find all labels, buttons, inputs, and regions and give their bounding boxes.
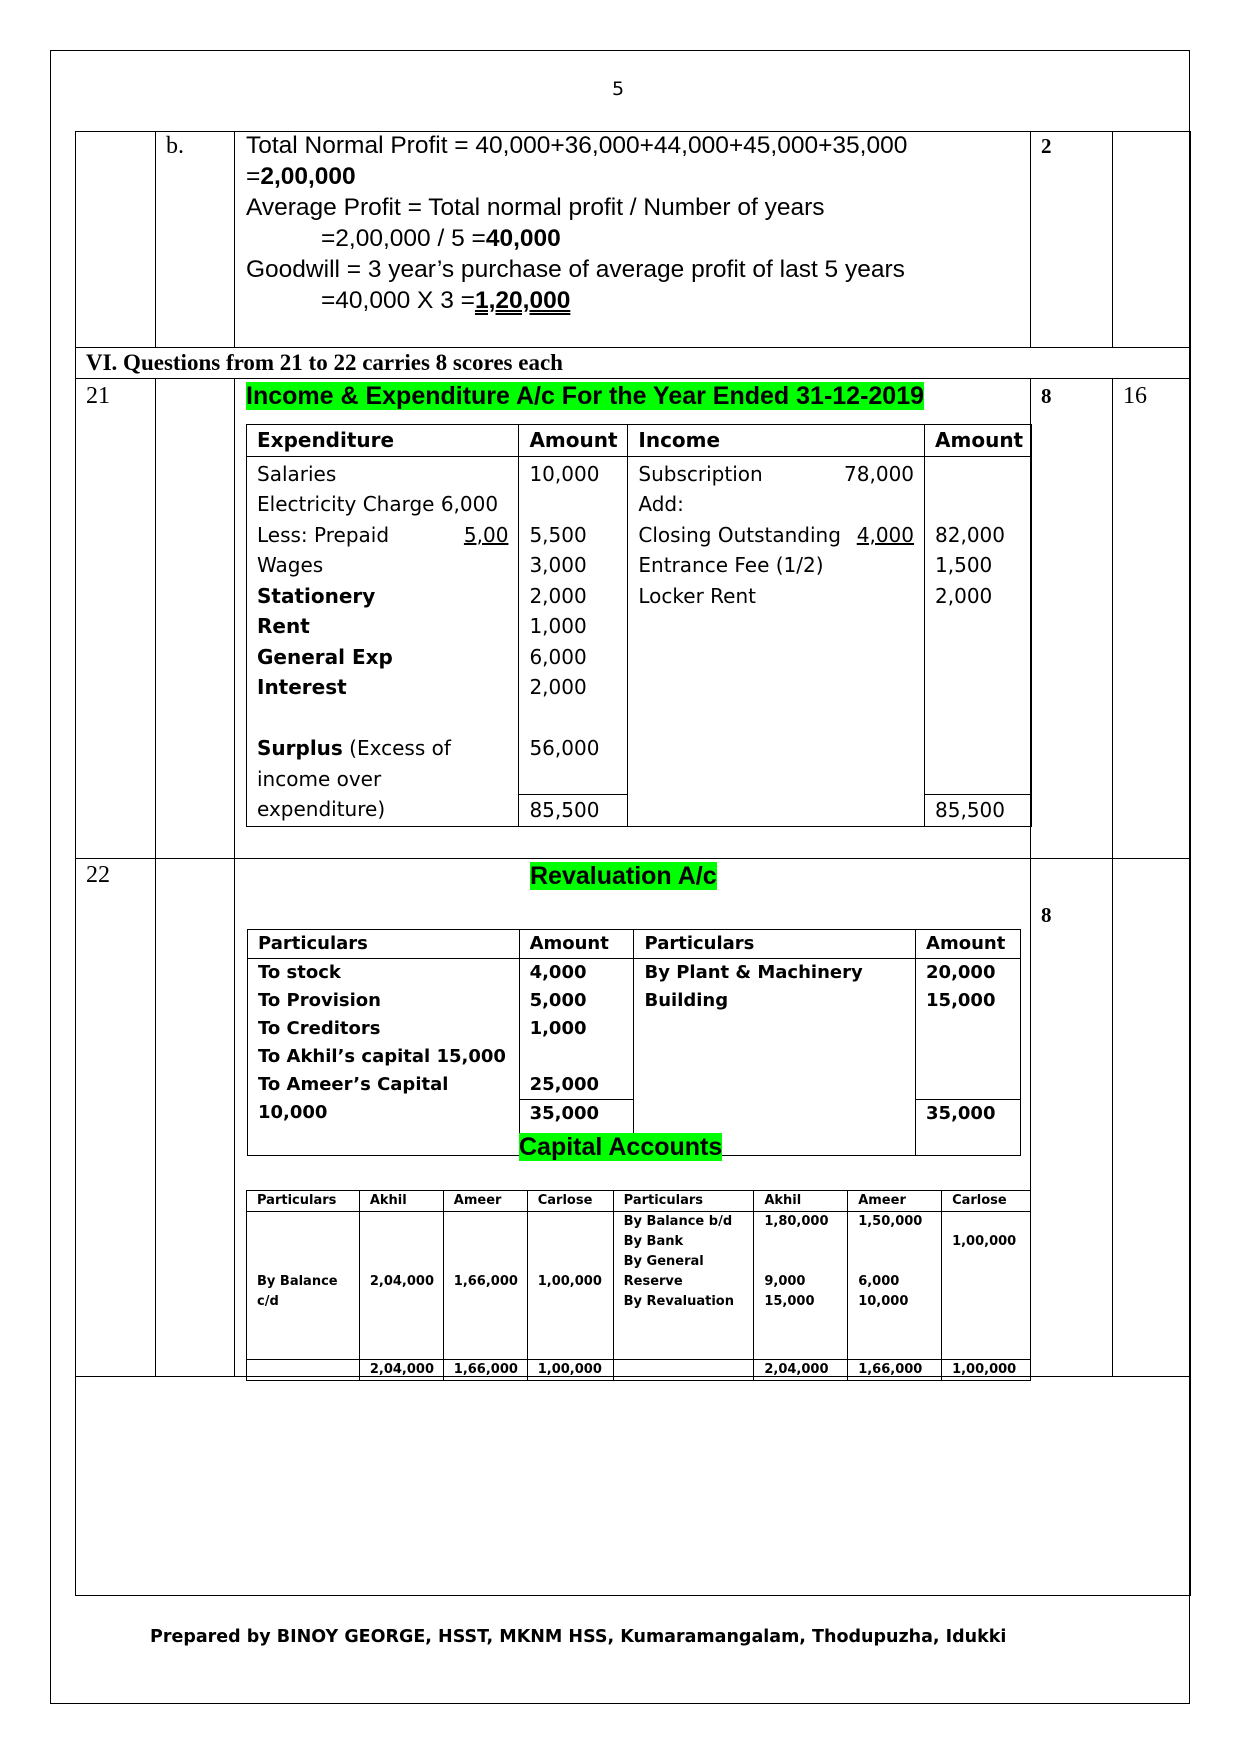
reval-total-debit: 35,000: [520, 1099, 634, 1128]
amount: 1,50,000: [858, 1214, 923, 1229]
section-heading: VI. Questions from 21 to 22 carries 8 scores each: [86, 350, 563, 375]
footer-credit: Prepared by BINOY GEORGE, HSST, MKNM HSS, Kumaramangalam, Thodupuzha, Idukki: [150, 1627, 1007, 1647]
amount: 25,000: [529, 1074, 600, 1095]
capital-accounts-title: Capital Accounts: [519, 1133, 723, 1161]
total: 1,66,000: [848, 1360, 942, 1381]
row-divider: [75, 347, 1191, 348]
ie-title: Income & Expenditure A/c For the Year Ended 31-12-2019: [246, 382, 925, 410]
item-entrance-fee: Entrance Fee (1/2): [638, 553, 824, 577]
item: By Balance b/d: [623, 1214, 733, 1229]
total: 1,66,000: [443, 1360, 527, 1381]
reval-debit-amounts: [519, 959, 634, 1156]
expenditure-amounts: [519, 456, 628, 826]
amount: 82,000: [935, 522, 1005, 547]
revaluation-table: [247, 929, 1021, 1156]
amount: 9,000: [764, 1274, 806, 1289]
total: 2,04,000: [359, 1360, 443, 1381]
amount: 2,04,000: [369, 1274, 434, 1289]
amount: 15,000: [764, 1294, 815, 1309]
col-divider: [1030, 131, 1031, 347]
amount: 15,000: [926, 990, 996, 1011]
header-income: Income: [628, 425, 925, 457]
header-amount: Amount: [519, 930, 634, 959]
score-q22: 8: [1041, 903, 1052, 927]
amount: 5,000: [529, 990, 587, 1011]
reval-total-credit: 35,000: [916, 1099, 1020, 1128]
col-divider: [155, 131, 156, 347]
item-less-prepaid: Less: Prepaid 5,00: [257, 522, 509, 547]
header-carlose: Carlose: [527, 1191, 613, 1212]
item: To Provision: [258, 990, 381, 1011]
total-expenditure: 85,500: [519, 794, 627, 826]
amount: 2,000: [935, 583, 993, 608]
item: Building: [644, 990, 729, 1011]
total-income: 85,500: [925, 794, 1031, 826]
amount: 1,000: [529, 1018, 587, 1039]
header-amount: Amount: [519, 425, 628, 457]
amount: 4,000: [529, 962, 587, 983]
amount: 10,000: [529, 461, 600, 486]
page-number: 5: [612, 78, 625, 100]
item: By Plant & Machinery: [644, 962, 863, 983]
col-divider: [234, 131, 235, 347]
item: To stock: [258, 962, 341, 983]
header-expenditure: Expenditure: [247, 425, 519, 457]
cap-credit-ameer: [848, 1212, 942, 1360]
total: 1,00,000: [527, 1360, 613, 1381]
cap-debit-akhil: [359, 1212, 443, 1360]
reval-credit-amounts: [916, 959, 1021, 1156]
item: c/d: [257, 1294, 279, 1309]
cap-debit-carlose: [527, 1212, 613, 1360]
average-profit-result: =2,00,000 / 5 =40,000: [321, 225, 561, 252]
item-general-exp: General Exp: [257, 644, 393, 669]
score-q20b: 2: [1041, 134, 1052, 158]
item-wages: Wages: [257, 553, 324, 577]
item: By Balance: [257, 1274, 338, 1289]
amount: 6,000: [529, 644, 587, 669]
item: To Creditors: [258, 1018, 381, 1039]
col-divider: [234, 378, 235, 1376]
income-items: [628, 456, 925, 826]
item-surplus-cont: expenditure): [257, 797, 386, 821]
item: To Ameer’s Capital 10,000: [258, 1074, 449, 1123]
amount: 10,000: [858, 1294, 909, 1309]
total-normal-profit-line: Total Normal Profit = 40,000+36,000+44,000+45,000+35,000: [246, 132, 908, 159]
item-salaries: Salaries: [257, 461, 337, 486]
header-ameer: Ameer: [848, 1191, 942, 1212]
row-divider: [75, 378, 1191, 379]
sub-question-label: b.: [166, 133, 184, 159]
goodwill-answer: [246, 130, 1026, 316]
amount: 3,000: [529, 553, 587, 577]
row-divider: [75, 858, 1191, 859]
item: To Akhil’s capital 15,000: [258, 1046, 506, 1067]
income-amounts: [925, 456, 1032, 826]
item-stationery: Stationery: [257, 583, 376, 608]
col-divider: [1112, 131, 1113, 347]
cap-credit-particulars: [613, 1212, 754, 1360]
amount: 1,80,000: [764, 1214, 829, 1229]
item: By General: [623, 1254, 704, 1269]
header-particulars: Particulars: [248, 930, 520, 959]
goodwill-formula: Goodwill = 3 year’s purchase of average profit of last 5 years: [246, 256, 905, 283]
capital-accounts-table: [246, 1190, 1031, 1381]
cap-totals-row: [247, 1360, 1031, 1381]
col-divider: [1112, 378, 1113, 1376]
cap-debit-ameer: [443, 1212, 527, 1360]
cap-credit-akhil: [754, 1212, 848, 1360]
cap-debit-particulars: [247, 1212, 360, 1360]
header-amount: Amount: [925, 425, 1032, 457]
amount: 1,500: [935, 553, 993, 577]
item: Reserve: [623, 1274, 683, 1289]
header-ameer: Ameer: [443, 1191, 527, 1212]
item: By Revaluation: [623, 1294, 734, 1309]
header-akhil: Akhil: [359, 1191, 443, 1212]
item-add: Add:: [638, 492, 684, 516]
amount: 1,00,000: [537, 1274, 602, 1289]
total: 2,04,000: [754, 1360, 848, 1381]
item-surplus: Surplus (Excess of: [257, 736, 451, 760]
amount: 6,000: [858, 1274, 900, 1289]
item-subscription: Subscription 78,000: [638, 461, 915, 486]
header-akhil: Akhil: [754, 1191, 848, 1212]
header-particulars: Particulars: [634, 930, 916, 959]
item-closing-outstanding: Closing Outstanding 4,000: [638, 522, 915, 547]
item-interest: Interest: [257, 675, 347, 699]
header-particulars: Particulars: [247, 1191, 360, 1212]
cap-credit-carlose: [942, 1212, 1031, 1360]
total-score-21-22: 16: [1123, 383, 1147, 409]
item: By Bank: [623, 1234, 684, 1249]
reval-debit-items: [248, 959, 520, 1156]
amount: 5,500: [529, 522, 587, 547]
amount: 2,000: [529, 583, 587, 608]
income-expenditure-table: [246, 424, 1032, 827]
item-locker-rent: Locker Rent: [638, 583, 756, 608]
question-number-22: 22: [86, 862, 110, 888]
score-q21: 8: [1041, 384, 1052, 408]
goodwill-result: =40,000 X 3 =1,20,000: [321, 287, 571, 314]
reval-credit-items: [634, 959, 916, 1156]
question-number-21: 21: [86, 383, 110, 409]
total: 1,00,000: [942, 1360, 1031, 1381]
amount: 1,000: [529, 614, 587, 638]
item-rent: Rent: [257, 614, 310, 638]
col-divider: [155, 378, 156, 1376]
amount: 2,000: [529, 675, 587, 699]
item-electricity: Electricity Charge 6,000: [257, 492, 499, 516]
header-particulars: Particulars: [613, 1191, 754, 1212]
amount: 56,000: [529, 736, 600, 760]
total-normal-profit-result: =2,00,000: [246, 163, 356, 190]
amount: 20,000: [926, 962, 996, 983]
header-amount: Amount: [916, 930, 1021, 959]
header-carlose: Carlose: [942, 1191, 1031, 1212]
item-surplus-cont: income over: [257, 766, 382, 791]
amount: 1,00,000: [952, 1234, 1017, 1249]
revaluation-title: Revaluation A/c: [530, 862, 717, 890]
average-profit-formula: Average Profit = Total normal profit / Number of years: [246, 194, 825, 221]
expenditure-items: [247, 456, 519, 826]
amount: 1,66,000: [453, 1274, 518, 1289]
